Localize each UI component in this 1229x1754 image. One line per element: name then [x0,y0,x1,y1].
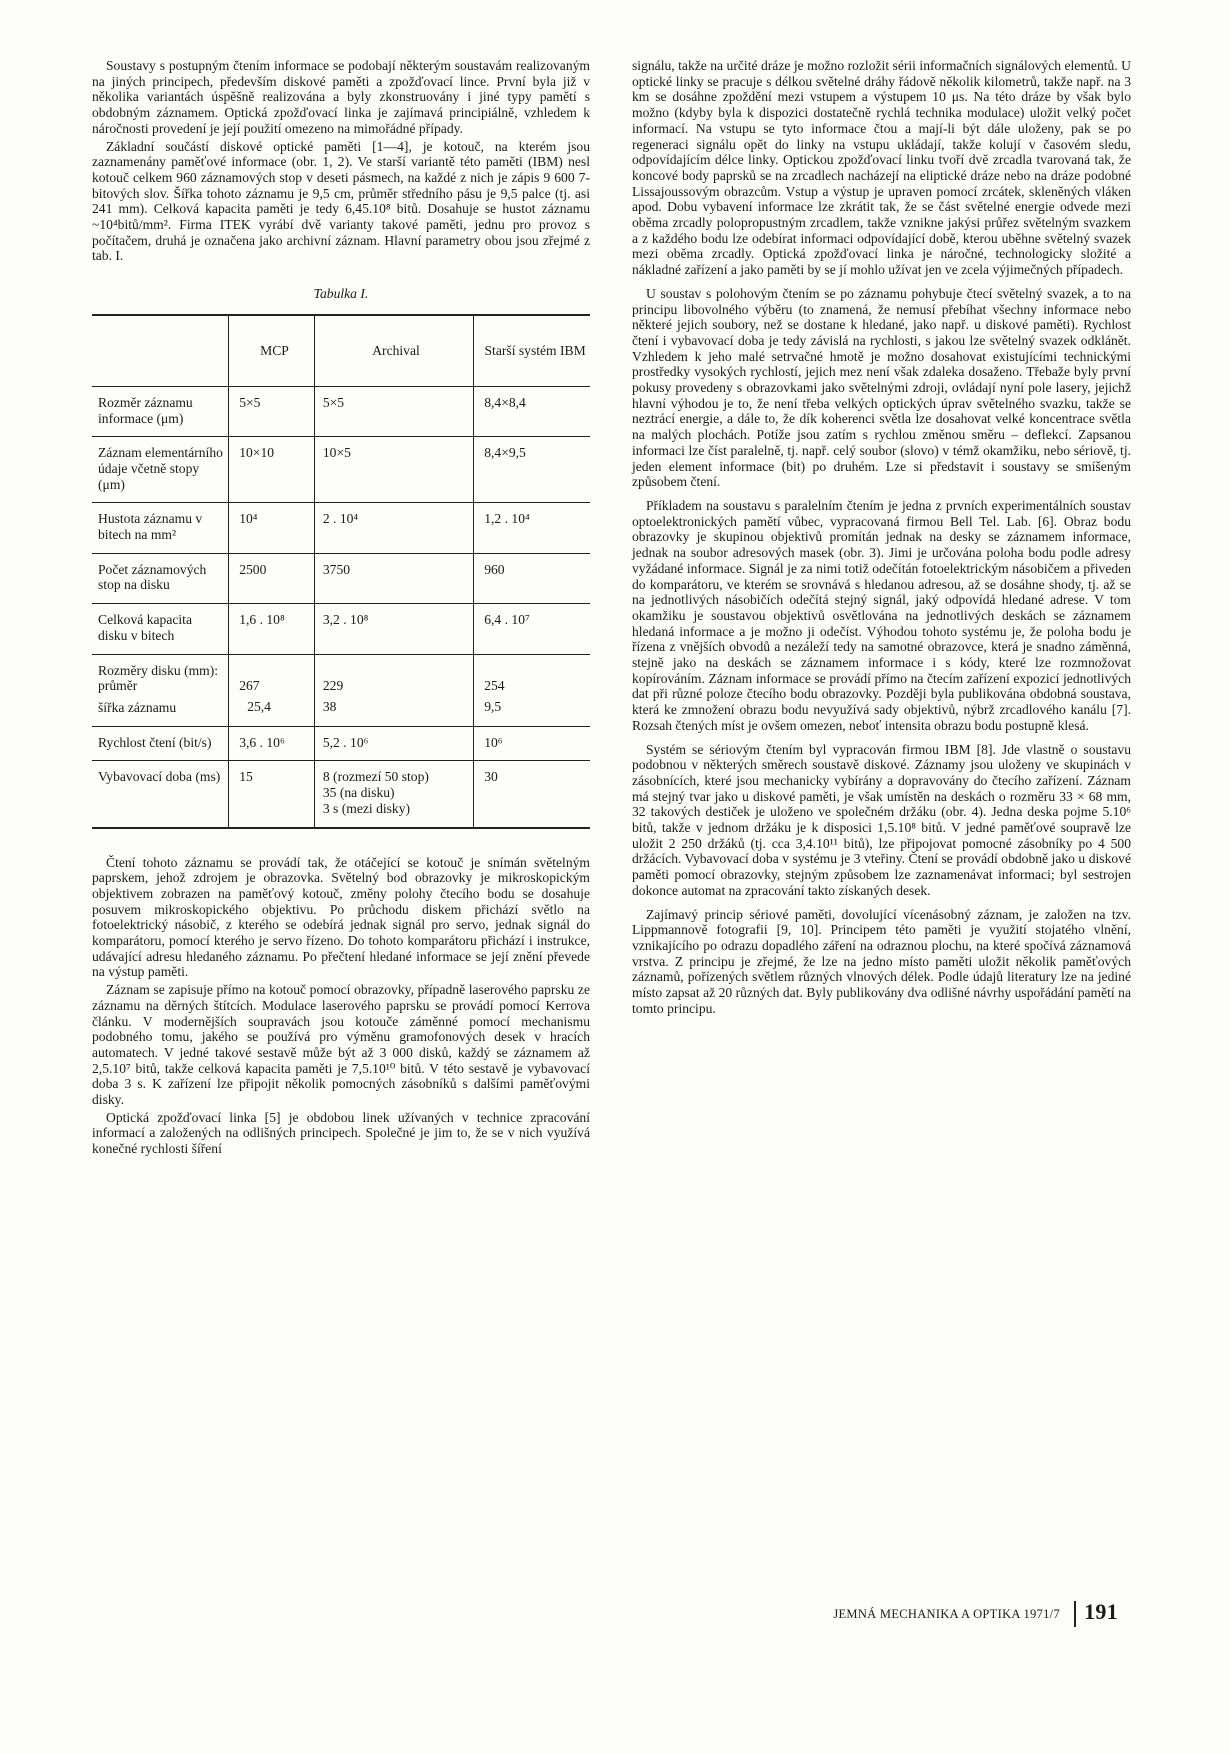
table-cell: 10×10 [229,437,315,503]
row-label [92,654,229,726]
row-label-line: Rozměry disku (mm): průměr [98,662,219,694]
table-cell: 3,2 . 10⁸ [314,604,473,654]
table-cell: 10⁴ [229,503,315,553]
paragraph: Čtení tohoto záznamu se provádí tak, že otáčející se kotouč je snímán světelným paprskem, jehož zdrojem je obrazovka. Světelný bod obrazovky je mikroskopickým objektivem zobrazen na paměťový kotouč, změny polohy čtecího bodu se dosahuje posuvem mikroskopického objektivu. Po průchodu diskem přichází světlo na fotoelektrický násobič, z kterého se odebírá jednak signál pro servo, jednak signál do komparátoru, pomocí kterého je servo řízeno. Do tohoto komparátoru přichází i instrukce, udávající adresu hledaného záznamu. Po přečtení hledané informace se její znění převede na výstup paměti. [92,854,590,980]
table-cell [314,761,473,828]
table-cell: 8,4×8,4 [474,386,590,436]
table-cell: 8,4×9,5 [474,437,590,503]
parameters-table [92,314,590,829]
paragraph: U soustav s polohovým čtením se po záznamu pohybuje čtecí světelný svazek, a to na principu libovolného výběru (to znamená, že nemusí přebíhat všechny informace nebo některé jejich soubory, než se dostane k hledané, jako např. u diskové paměti). Rychlost čtení i vybavovací doba je tedy závislá na rychlosti, s jakou lze světelný svazek odklánět. Vzhledem k jeho malé setrvačné hmotě je možno dosahovat existujícími technickými prostředky vysokých rychlostí, jejich mez není však zdaleka dosaženo. Třebaže byly první pokusy provedeny s obrazovkami jako světelnými zdroji, ovládají nyní pole lasery, jejichž hlavní výhodou je to, že není třeba velkých optických úprav světelného svazku, takže se neztrácí energie, a dále to, že dík koherenci světla lze dosahovat velké koncentrace světla na malých plochách. Potíže jsou zatím s rychlou změnou směru – deflekcí. Zapsanou informaci lze číst paralelně, tj. např. celý soubor (slovo) v témž okamžiku, nebo sériově, tj. jeden element informace (bit) po druhém. Lze si představit i soustavy se smíšeným způsobem čtení. [632,285,1131,490]
cell-line: 25,4 [247,699,271,715]
paragraph: Soustavy s postupným čtením informace se podobají některým soustavám realizovaným na jiných principech, především diskové paměti a zpožďovací lince. První byla již v několika variantách úspěšně realizována a byly zkonstruovány i jiné typy pamětí s obdobným záznamem. Optická zpožďovací linka je zajímavá principiálně, vzhledem k náročnosti provedení je její použití omezeno na mimořádné případy. [92,58,590,136]
table-cell: 5×5 [229,386,315,436]
table-cell [474,654,590,726]
row-label: Celková kapacita disku v bitech [92,604,229,654]
table-cell: 10×5 [314,437,473,503]
cell-line: 9,5 [484,699,502,715]
table-header-cell: MCP [229,315,315,387]
cell-line: 3 s (mezi disky) [322,800,411,816]
journal-title: JEMNÁ MECHANIKA A OPTIKA 1971/7 [833,1607,1060,1621]
paragraph: Základní součástí diskové optické paměti [1—4], je kotouč, na kterém jsou zaznamenány paměťové informace (obr. 1, 2). Ve starší variantě této paměti (IBM) nesl kotouč celkem 960 záznamových stop v deseti pásmech, na každé z nich je zápis 9 600 7-bitových slov. Šířka tohoto záznamu je 9,5 cm, průměr středního pásu je 9,5 palce (tj. asi 241 mm). Celková kapacita paměti je tedy 6,45.10⁸ bitů. Dosahuje se hustot záznamu ~10⁴bitů/mm². Firma ITEK vyrábí dvě varianty takové paměti, jednu pro provoz s počítačem, druhá je označena jako archivní záznam. Hlavní parametry obou jsou zřejmé z tab. I. [92,138,590,264]
table-row [92,437,590,503]
table-cell: 10⁶ [474,726,590,761]
table-cell: 6,4 . 10⁷ [474,604,590,654]
table-cell: 1,2 . 10⁴ [474,503,590,553]
table-row [92,386,590,436]
table-cell: 3,6 . 10⁶ [229,726,315,761]
paragraph: Optická zpožďovací linka [5] je obdobou linek užívaných v technice zpracování informací a založených na odlišných principech. Společné je jim to, že se v nich využívá konečné rychlosti šíření [92,1109,590,1157]
table-cell: 30 [484,769,498,785]
row-label: Rychlost čtení (bit/s) [92,726,229,761]
table-caption: Tabulka I. [313,286,369,302]
table-cell: 15 [229,761,315,828]
table-header-cell: Starší systém IBM [474,315,590,387]
cell-line: 35 (na disku) [322,785,395,801]
footer-divider [1074,1601,1076,1627]
table-row [92,761,590,828]
cell-line: 229 [322,677,344,693]
table-cell [229,654,315,726]
table-row [92,553,590,603]
paragraph: Zajímavý princip sériové paměti, dovolující vícenásobný záznam, je založen na tzv. Lippmannově fotografii [9, 10]. Principem této paměti je využití stojatého vlnění, vznikajícího po odrazu dopadlého záření na odraznou plochu, na které spočívá záznamová vrstva. Z principu je zřejmé, že lze na jedno místo paměti uložit několik paměťových záznamů, pořízených světlem různých vlnových délek. Podle údajů literatury lze na jediné místo zapsat až 20 různých dat. Byly publikovány dva odlišné návrhy uspořádání pamětí na tomto principu. [632,906,1131,1016]
right-column [632,58,1131,1016]
table-cell: 1,6 . 10⁸ [229,604,315,654]
page-number: 191 [1084,1599,1118,1624]
table-cell: 2500 [229,553,315,603]
row-label: Vybavovací doba (ms) [92,761,229,828]
paragraph: Systém se sériovým čtením byl vypracován firmou IBM [8]. Jde vlastně o soustavu podobnou v některých směrech soustavě diskové. Záznamy jsou uloženy ve skupinách v zásobnících, které jsou mechanicky vybírány a dopravovány do čtecího zařízení. Záznam má stejný tvar jako u diskové paměti, je však umístěn na deskách o rozměru 33 × 68 mm, 32 takových destiček je uloženo ve společném držáku (obr. 4). Jedna deska pojme 5.10⁶ bitů, takže v jednom držáku je k disposici 1,5.10⁸ bitů. V jedné paměťové soupravě lze uložit 2 250 držáků (tj. cca 3,4.10¹¹ bitů), lze připojovat pomocné zásobníky po 4 500 držácích. Vybavovací doba v systému je 3 vteřiny. Čtení se provádí obdobně jako u diskové paměti pomocí obrazovky, stejným způsobem lze zaznamenávat informaci; byl sestrojen dokonce automat na zpracování takto získaných desek. [632,741,1131,898]
table-row [92,604,590,654]
paragraph: Příkladem na soustavu s paralelním čtením je jedna z prvních experimentálních soustav optoelektronických pamětí vůbec, vypracovaná firmou Bell Tel. Lab. [6]. Obraz bodu obrazovky je skupinou objektivů promítán jednak na desky se záznamem informace, jednak na soubor adresových masek (obr. 3). Jimi je určována poloha bodu podle adresy vyžádané informace. Signál je za nimi totiž odečítán fotoelektrickým násobičem a přiveden do komparátoru, ve kterém se srovnává s hledanou adresou, až se dosáhne shody, tj. až se na jednotlivých násobičích odečítá stejný signál, jaký odpovídá hledané adrese. V tom okamžiku je soustavou objektivů osvětlována na jednotlivých deskách se záznamem hledaná informace a je možno ji odečíst. Výhodou tohoto systému je, že poloha bodu je řízena z vnějších obvodů a nezáleží tedy na samotné obrazovce, která je snadno záměnná, stejně jako na deskách se záznamem informace i s kódy, které lze rozmnožovat kopírováním. Záznam informace se provádí přímo na čtecím zařízení expozicí jednotlivých dat při různé poloze čtecího bodu obrazovky. Později byla publikována obdobná soustava, která ke zmnožení obrazu bodu nevyužívá sady objektivů, nýbrž zrcadlového kanálu [7]. Rozsah čtených míst je ovšem omezen, neboť intensita obrazu bodu postupně klesá. [632,497,1131,733]
page-footer [760,1599,1140,1629]
cell-line: 8 (rozmezí 50 stop) [322,769,429,785]
table-cell: 960 [474,553,590,603]
table-cell: 3750 [314,553,473,603]
table-header-cell [92,315,229,387]
left-column [92,58,590,1157]
row-label: Hustota záznamu v bitech na mm² [92,503,229,553]
table-row [92,503,590,553]
row-label: Záznam elementárního údaje včetně stopy (μm) [92,437,229,503]
cell-line: 267 [239,677,260,693]
table-cell [314,654,473,726]
paragraph: Záznam se zapisuje přímo na kotouč pomocí obrazovky, případně laserového paprsku ze záznamu na děrných štítcích. Modulace laserového paprsku se provádí pomocí Kerrova článku. V modernějších soupravách jsou kotouče záměnné pomocí mechanismu podobného tomu, jakého se používá pro výměnu gramofonových desek v hracích automatech. V jedné takové sestavě může být až 3 000 disků, každý se záznamem až 2,5.10⁷ bitů, takže celková kapacita paměti je 7,5.10¹⁰ bitů. V této sestavě je vybavovací doba 3 s. K zařízení lze připojit několik pomocných zásobníků s dalšími paměťovými disky. [92,982,590,1108]
table-cell: 5×5 [314,386,473,436]
table-row [92,726,590,761]
cell-line: 254 [484,677,505,693]
table-header-cell: Archival [314,315,473,387]
table-cell: 2 . 10⁴ [314,503,473,553]
row-label: Rozměr záznamu informace (μm) [92,386,229,436]
table-row [92,654,590,726]
paragraph: signálu, takže na určité dráze je možno rozložit sérii informačních signálových elementů. U optické linky se pracuje s délkou světelné dráhy řádově několik kilometrů, takže např. na 3 km se dosáhne zpoždění mezi vstupem a výstupem 10 μs. Na této dráze by však bylo možno (kdyby byla k dispozici dostatečně rychlá technika modulace) uložit velký počet informací. Na vstupu se tyto informace čtou a mají-li být dále uloženy, pak se po regeneraci signálu opět do linky na vstupu ukládají, takže kolují v časovém sledu, odpovídajícím délce linky. Optickou zpožďovací linku tvoří dvě zrcadla tvarovaná tak, že koncové body paprsků se na zrcadlech nacházejí na eliptické dráze nebo na dráze podobné Lissajoussovým obrazcům. Vstup a výstup je upraven pomocí zrcátek, skleněných vláken apod. Dobu vybavení informace lze zkrátit tak, že se část světelné energie odvede mezi oběma zrcadly polopropustným zrcadlem, takže vznikne jakýsi průřez světelným svazkem a z každého bodu lze odebírat informaci odpovídající době, kterou uběhne světelný svazek mezi oběma zrcadly. Optická zpožďovací linka je náročné, technologicky složité a nákladné zařízení a jako paměti by se jí mohlo užívat jen ve zcela výjimečných případech. [632,58,1131,278]
row-label: Počet záznamových stop na disku [92,553,229,603]
table-cell: 5,2 . 10⁶ [314,726,473,761]
row-label-line: šířka záznamu [98,699,177,715]
cell-line: 38 [322,699,337,715]
table-header-row [92,315,590,387]
